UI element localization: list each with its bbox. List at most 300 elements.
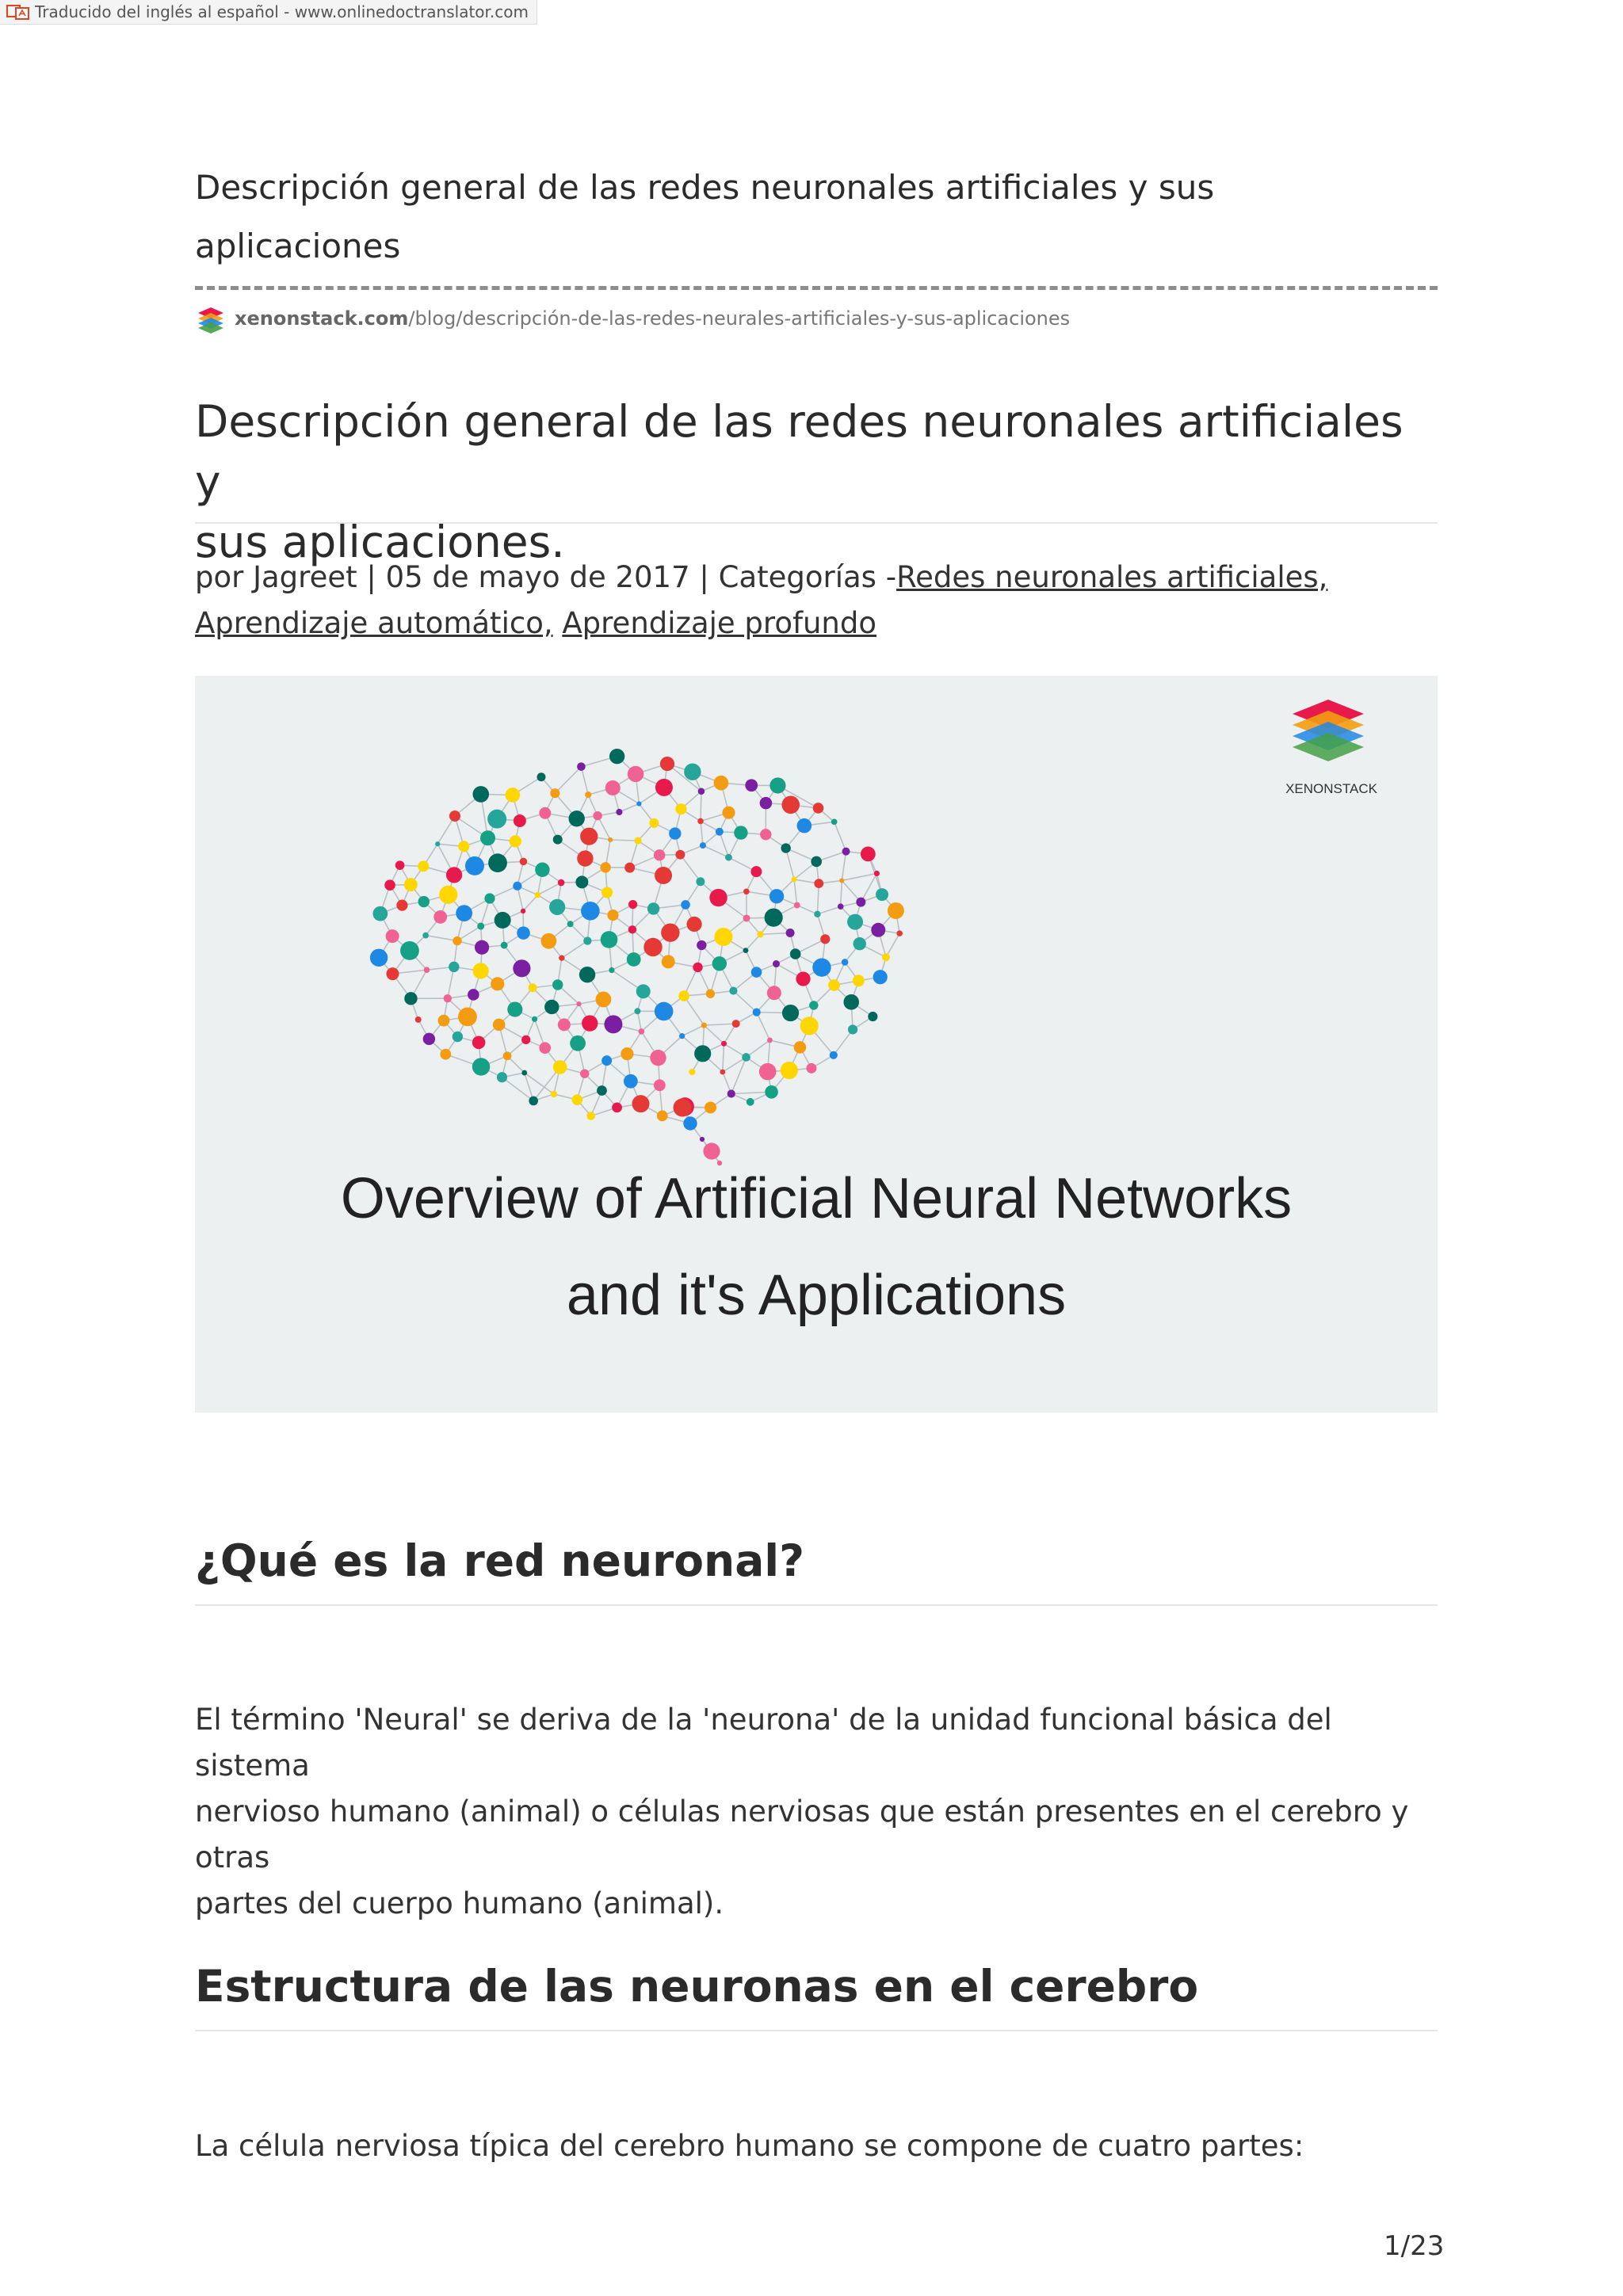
network-node [709, 889, 727, 906]
category-link-ann[interactable]: Redes neuronales artificiales, [896, 560, 1328, 594]
network-node [669, 827, 681, 839]
network-node [600, 862, 610, 872]
network-node [453, 1032, 463, 1042]
network-node [576, 1001, 581, 1006]
network-node [639, 1028, 645, 1035]
network-node [760, 829, 771, 840]
network-node [580, 1070, 589, 1078]
network-node [636, 984, 651, 998]
network-node [828, 979, 840, 991]
network-node [607, 910, 618, 921]
network-node [714, 928, 732, 946]
document-title-line-2: aplicaciones [195, 227, 401, 265]
network-node [583, 936, 591, 944]
network-node [649, 818, 659, 828]
network-node [743, 888, 750, 894]
network-node [386, 929, 399, 943]
network-node [732, 1020, 740, 1028]
network-node [661, 923, 679, 941]
network-edge [426, 936, 457, 941]
network-node [696, 877, 705, 886]
network-node [440, 1049, 451, 1060]
network-node [521, 909, 525, 913]
network-node [472, 1058, 490, 1075]
network-edge [817, 906, 840, 914]
network-node [535, 863, 549, 877]
network-node [435, 841, 440, 846]
network-node [678, 990, 689, 1001]
network-node [729, 986, 737, 994]
network-node [700, 842, 706, 849]
network-node [575, 875, 588, 888]
network-node [796, 971, 810, 986]
network-node [553, 835, 563, 845]
network-node [513, 959, 530, 977]
network-node [604, 1015, 622, 1033]
network-node [601, 931, 618, 948]
network-node [782, 1005, 799, 1021]
network-node [418, 896, 430, 907]
network-node [372, 906, 388, 921]
network-node [628, 766, 643, 782]
network-node [812, 958, 831, 976]
paragraph-line: El término 'Neural' se deriva de la 'neurona' de la unidad funcional básica del sistema [195, 1703, 1332, 1783]
network-node [650, 1050, 666, 1066]
network-node [510, 835, 521, 847]
section-divider-1 [195, 1604, 1438, 1606]
network-node [558, 879, 565, 887]
network-node [497, 1072, 507, 1082]
network-node [773, 960, 780, 967]
network-node [856, 898, 865, 907]
network-node [517, 926, 530, 940]
brain-network-nodes [370, 749, 904, 1165]
network-node [814, 879, 823, 888]
network-node [643, 938, 662, 956]
network-node [751, 967, 762, 978]
network-node [597, 1085, 607, 1096]
network-node [765, 1085, 778, 1099]
network-node [423, 1033, 435, 1045]
network-node [568, 810, 584, 826]
network-node [745, 779, 758, 791]
network-node [477, 923, 484, 930]
network-node [495, 912, 511, 929]
network-node [544, 1000, 559, 1014]
network-node [418, 860, 429, 871]
network-node [551, 1091, 557, 1097]
document-title [195, 158, 1438, 276]
network-node [491, 977, 504, 990]
network-node [781, 843, 790, 852]
network-node [608, 837, 613, 842]
network-node [484, 893, 495, 903]
xenonstack-logo [1285, 700, 1378, 796]
network-node [838, 903, 844, 910]
network-node [444, 994, 452, 1002]
network-node [662, 955, 675, 968]
network-node [529, 983, 537, 992]
network-edge [794, 879, 797, 906]
network-edge [746, 934, 760, 950]
network-node [655, 779, 673, 796]
network-node [647, 902, 659, 914]
network-node [513, 882, 521, 891]
network-node [449, 810, 460, 822]
network-node [624, 1074, 638, 1089]
network-node [655, 1002, 674, 1021]
network-node [750, 866, 762, 877]
section-heading-neural-network: ¿Qué es la red neuronal? [195, 1535, 805, 1586]
network-node [693, 963, 702, 972]
network-node [472, 1035, 486, 1049]
network-node [433, 910, 447, 924]
network-node [529, 1097, 538, 1106]
network-node [873, 970, 888, 984]
network-node [537, 772, 545, 781]
network-node [753, 1009, 761, 1016]
network-edge [555, 767, 581, 794]
network-node [831, 819, 838, 826]
network-node [579, 967, 595, 982]
network-node [628, 925, 636, 933]
network-node [456, 905, 472, 921]
network-node [468, 989, 479, 1001]
network-node [721, 1041, 727, 1047]
document-title-line-1: Descripción general de las redes neuronales artificiales y sus [195, 168, 1215, 207]
network-node [572, 1094, 583, 1105]
network-node [882, 953, 890, 961]
source-link[interactable] [195, 303, 1070, 334]
network-node [415, 1016, 422, 1023]
network-node [634, 1008, 640, 1014]
paragraph-line: La célula nerviosa típica del cerebro humano se compone de cuatro partes: [195, 2129, 1304, 2163]
network-node [370, 949, 388, 967]
network-edge [733, 991, 756, 1013]
network-edge [841, 880, 842, 906]
network-node [842, 848, 850, 856]
network-node [585, 791, 591, 798]
network-node [722, 807, 735, 819]
network-node [539, 807, 551, 819]
network-node [612, 1102, 622, 1112]
network-node [694, 1045, 711, 1062]
network-node [743, 914, 750, 921]
network-edge [704, 1025, 724, 1043]
banner-text: Traducido del inglés al español - www.onlinedoctranslator.com [35, 2, 529, 21]
network-node [609, 967, 614, 973]
article-title [195, 391, 1438, 572]
network-node [627, 952, 641, 967]
network-node [628, 900, 637, 909]
network-edge [562, 941, 587, 959]
network-node [820, 934, 830, 944]
section-divider-2 [195, 2030, 1438, 2031]
hero-image [195, 676, 1438, 1413]
title-divider [195, 522, 1438, 524]
network-node [439, 886, 457, 904]
network-node [458, 1008, 477, 1027]
source-domain: xenonstack.com [235, 307, 409, 330]
network-node [404, 992, 417, 1005]
network-node [703, 1142, 720, 1159]
network-node [632, 1095, 650, 1112]
article-meta [195, 555, 1438, 646]
article-title-line-1: Descripción general de las redes neuronales artificiales y [195, 396, 1403, 507]
network-node [384, 879, 395, 891]
network-node [747, 1098, 754, 1106]
network-node [660, 757, 674, 771]
network-node [446, 867, 462, 883]
hero-illustration [195, 676, 1438, 1413]
network-node [697, 818, 704, 825]
network-node [535, 892, 541, 898]
network-node [465, 856, 484, 875]
network-node [601, 1055, 612, 1066]
network-edge [538, 883, 562, 895]
network-node [871, 923, 885, 937]
network-node [797, 818, 812, 833]
network-node [843, 994, 859, 1010]
network-edge [523, 895, 537, 911]
network-node [386, 967, 399, 980]
network-node [487, 810, 506, 829]
network-node [888, 902, 904, 919]
network-node [453, 936, 461, 945]
network-node [781, 796, 800, 814]
network-node [786, 929, 795, 937]
network-node [874, 871, 880, 876]
network-node [679, 1033, 685, 1039]
network-node [580, 828, 598, 845]
article-title-line-2: sus aplicaciones. [195, 517, 565, 567]
xenonstack-favicon [195, 303, 227, 334]
network-node [675, 850, 685, 860]
network-node [582, 1015, 598, 1031]
network-node [601, 887, 613, 898]
network-node [634, 837, 641, 845]
network-node [683, 1116, 697, 1130]
paragraph-line: nervioso humano (animal) o células nerviosas que están presentes en el cerebro y otras [195, 1794, 1409, 1875]
network-node [621, 1047, 633, 1060]
network-node [553, 1060, 567, 1074]
section-heading-neuron-structure: Estructura de las neuronas en el cerebro [195, 1961, 1199, 2012]
network-edge [731, 1057, 747, 1093]
network-node [507, 1001, 522, 1016]
network-node [769, 777, 785, 793]
network-node [800, 1016, 819, 1035]
network-node [675, 803, 686, 814]
network-edge [886, 933, 899, 957]
network-edge [701, 821, 703, 845]
network-node [616, 809, 622, 815]
network-node [636, 801, 641, 806]
network-edge [704, 1024, 735, 1025]
network-node [725, 854, 732, 861]
network-edge [797, 906, 818, 914]
network-edge [757, 1013, 770, 1040]
network-node [697, 940, 706, 950]
network-node [806, 1063, 816, 1074]
network-node [404, 878, 418, 891]
network-node [876, 888, 888, 901]
network-node [480, 830, 495, 845]
network-node [700, 1137, 705, 1142]
source-path: /blog/descripción-de-las-redes-neurales-artificiales-y-sus-aplicaciones [408, 307, 1071, 330]
network-node [830, 1051, 838, 1059]
network-node [567, 921, 574, 927]
network-node [488, 853, 507, 872]
network-node [558, 1018, 571, 1031]
network-node [743, 948, 749, 953]
network-node [472, 786, 489, 803]
section-paragraph-1 [195, 1697, 1438, 1927]
network-node [422, 933, 429, 939]
network-node [742, 1053, 750, 1062]
hero-caption-line-1: Overview of Artificial Neural Networks [340, 1167, 1293, 1230]
network-node [657, 1110, 668, 1121]
network-node [847, 914, 863, 930]
network-edge [842, 852, 846, 881]
network-node [794, 902, 800, 909]
network-node [809, 1001, 818, 1009]
network-node [848, 1024, 857, 1034]
network-node [449, 962, 459, 972]
network-node [854, 937, 866, 950]
network-node [581, 902, 600, 921]
network-node [814, 911, 820, 917]
network-node [655, 867, 672, 884]
translator-banner[interactable] [0, 0, 537, 25]
network-node [458, 841, 469, 852]
network-node [593, 811, 601, 820]
network-node [701, 1022, 707, 1028]
network-node [868, 1012, 877, 1021]
network-edge [682, 1025, 705, 1036]
network-node [794, 1041, 807, 1054]
network-node [609, 749, 624, 764]
paragraph-line: partes del cuerpo humano (animal). [195, 1886, 724, 1920]
network-node [689, 1069, 695, 1075]
network-node [540, 933, 556, 949]
network-node [790, 948, 801, 959]
network-node [716, 828, 724, 836]
network-node [549, 899, 565, 915]
network-node [720, 1070, 725, 1075]
network-node [767, 1038, 773, 1043]
network-node [717, 1161, 722, 1165]
network-edge [502, 1077, 534, 1101]
network-node [654, 849, 665, 860]
section-paragraph-2 [195, 2123, 1438, 2169]
network-node [681, 900, 690, 910]
network-node [493, 1019, 506, 1032]
network-node [760, 797, 773, 810]
network-node [792, 876, 797, 882]
dashed-separator [195, 286, 1438, 290]
network-node [842, 959, 849, 966]
network-edge [680, 855, 700, 882]
network-node [624, 863, 635, 873]
network-node [539, 1042, 551, 1054]
network-edge [760, 933, 790, 934]
network-node [765, 909, 783, 927]
network-node [714, 776, 729, 791]
network-node [839, 878, 844, 883]
network-node [559, 955, 564, 960]
network-edge [842, 873, 876, 880]
network-edge [610, 840, 638, 841]
network-node [577, 762, 586, 771]
network-node [506, 788, 521, 803]
network-node [705, 1101, 716, 1113]
page-number: 1/23 [1384, 2230, 1445, 2262]
network-node [475, 940, 489, 955]
network-node [853, 974, 865, 986]
network-edge [723, 1043, 724, 1072]
network-node [759, 1063, 777, 1081]
network-node [521, 1035, 530, 1044]
network-node [698, 788, 705, 795]
network-node [811, 856, 822, 868]
network-node [577, 850, 593, 866]
network-node [521, 1070, 527, 1076]
network-edge [834, 822, 846, 851]
network-node [769, 889, 784, 903]
network-node [424, 967, 430, 973]
network-node [813, 803, 824, 814]
network-node [550, 788, 559, 798]
network-node [552, 979, 563, 990]
network-node [712, 956, 727, 971]
network-node [861, 847, 876, 862]
network-node [501, 942, 508, 949]
meta-author-date: por Jagreet | 05 de mayo de 2017 | Categorías - [195, 560, 897, 594]
network-node [674, 1099, 692, 1117]
network-node [395, 860, 405, 870]
hero-caption-line-2: and it's Applications [566, 1264, 1067, 1327]
category-link-dl[interactable]: Aprendizaje profundo [562, 606, 877, 640]
network-node [520, 858, 528, 866]
network-node [781, 1062, 798, 1079]
network-node [605, 780, 621, 795]
network-node [686, 917, 701, 932]
network-node [400, 941, 419, 960]
network-node [734, 826, 747, 839]
network-node [596, 992, 612, 1008]
translate-icon [6, 3, 30, 21]
network-node [396, 900, 407, 911]
network-node [896, 930, 903, 936]
network-node [532, 1016, 537, 1022]
network-node [514, 814, 526, 827]
network-node [706, 990, 715, 998]
network-node [684, 764, 701, 780]
network-node [767, 986, 781, 1000]
network-edge [581, 767, 588, 795]
network-node [438, 1015, 450, 1027]
network-edge [525, 1073, 554, 1094]
logo-label: XENONSTACK [1285, 781, 1377, 796]
network-node [654, 1079, 666, 1091]
network-node [473, 963, 489, 978]
network-node [757, 931, 763, 937]
network-node [586, 1112, 595, 1120]
network-node [570, 1035, 586, 1051]
category-link-ml[interactable]: Aprendizaje automático, [195, 606, 553, 640]
network-edge [747, 1040, 770, 1058]
network-node [727, 1089, 735, 1097]
